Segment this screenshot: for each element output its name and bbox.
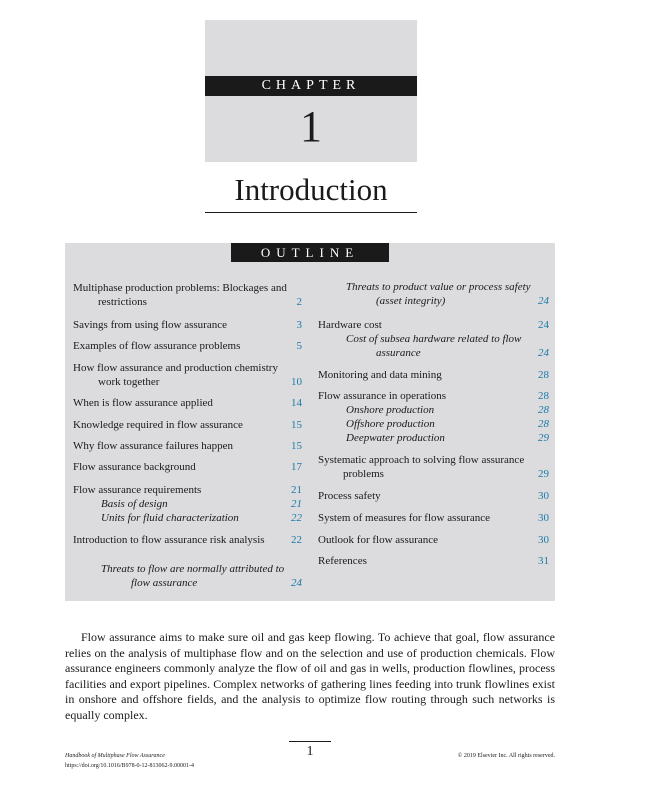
- outline-entry[interactable]: [318, 533, 549, 547]
- intro-paragraph-block: [65, 630, 555, 723]
- outline-entry-text: References: [318, 555, 367, 567]
- chapter-header-box: [205, 20, 417, 162]
- outline-entry-page: 29: [538, 468, 549, 480]
- outline-subentry-text: Deepwater production: [346, 432, 445, 444]
- outline-entry-page: 3: [296, 319, 302, 331]
- outline-entry-page: 30: [538, 512, 549, 524]
- outline-entry-text: Hardware cost: [318, 319, 382, 331]
- outline-entry-text: How flow assurance and production chemistry work together: [73, 362, 278, 388]
- outline-subentry[interactable]: [73, 497, 302, 511]
- outline-entry-text: Flow assurance in operations: [318, 390, 446, 402]
- outline-subentry[interactable]: [318, 280, 549, 308]
- outline-subentry-page: 24: [291, 577, 302, 589]
- outline-entry[interactable]: [73, 439, 302, 453]
- outline-entry-page: 28: [538, 369, 549, 381]
- outline-entry-text: When is flow assurance applied: [73, 397, 213, 409]
- outline-entry-text: Savings from using flow assurance: [73, 319, 227, 331]
- outline-subentry[interactable]: [318, 403, 549, 417]
- outline-entry-text: Process safety: [318, 490, 381, 502]
- outline-subentry-text: Threats to product value or process safety (asset integrity): [346, 281, 531, 307]
- chapter-title: Introduction: [234, 172, 388, 207]
- outline-subentry-page: 28: [538, 418, 549, 430]
- outline-entry-page: 30: [538, 490, 549, 502]
- outline-entry-page: 14: [291, 397, 302, 409]
- outline-subentry[interactable]: [318, 332, 549, 360]
- outline-entry[interactable]: [73, 533, 302, 547]
- outline-entry-text: System of measures for flow assurance: [318, 512, 490, 524]
- outline-entry[interactable]: [73, 361, 302, 389]
- outline-entry-page: 22: [291, 534, 302, 546]
- outline-subentry[interactable]: [318, 417, 549, 431]
- outline-subentry[interactable]: [73, 511, 302, 525]
- outline-entry-text: Flow assurance background: [73, 461, 196, 473]
- outline-subentry-text: Basis of design: [101, 498, 168, 510]
- outline-subentry-page: 28: [538, 404, 549, 416]
- outline-box: [65, 243, 555, 601]
- outline-entry-page: 28: [538, 390, 549, 402]
- page-number-rule: [289, 741, 331, 742]
- outline-entry[interactable]: [318, 318, 549, 332]
- outline-entry[interactable]: [318, 511, 549, 525]
- outline-subentry[interactable]: [318, 431, 549, 445]
- title-divider: [205, 212, 417, 213]
- outline-entry-text: Examples of flow assurance problems: [73, 340, 241, 352]
- outline-entry-text: Flow assurance requirements: [73, 484, 202, 496]
- outline-entry-page: 15: [291, 419, 302, 431]
- outline-entry[interactable]: [73, 339, 302, 353]
- outline-entry[interactable]: [318, 368, 549, 382]
- outline-subentry-page: 21: [291, 498, 302, 510]
- outline-subentry-text: Units for fluid characterization: [101, 512, 239, 524]
- outline-entry[interactable]: [73, 396, 302, 410]
- outline-entry-page: 5: [296, 340, 302, 352]
- outline-subentry-page: 24: [538, 347, 549, 359]
- footer-doi-link[interactable]: https://doi.org/10.1016/B978-0-12-813062-9.00001-4: [65, 763, 195, 769]
- outline-entry-page: 24: [538, 319, 549, 331]
- outline-entry-text: Systematic approach to solving flow assurance problems: [318, 454, 525, 480]
- outline-subentry-text: Onshore production: [346, 404, 435, 416]
- outline-entry[interactable]: [73, 460, 302, 474]
- outline-entry-page: 17: [291, 461, 302, 473]
- outline-entry-text: Introduction to flow assurance risk analysis: [73, 534, 265, 546]
- outline-entry[interactable]: [318, 389, 549, 403]
- chapter-label: CHAPTER: [205, 76, 417, 96]
- outline-entry-page: 15: [291, 440, 302, 452]
- outline-entry-page: 30: [538, 534, 549, 546]
- outline-entry-page: 21: [291, 484, 302, 496]
- outline-entry[interactable]: [318, 489, 549, 503]
- page-number: 1: [306, 744, 314, 759]
- outline-subentry-text: Offshore production: [346, 418, 435, 430]
- intro-paragraph: Flow assurance aims to make sure oil and gas keep flowing. To achieve that goal, flow assurance relies on the analysis of multiphase flow and on the selection and use of production chemicals. Flow assurance engineers commonly analyze the flow of oil and gas in wells, production flowlines, process facilities and export pipelines. Complex networks of gathering lines feeding into trunk flowlines exist in onshore and offshore fields, and the analysis to optimize flow routing through such networks is equally complex.: [65, 630, 555, 722]
- footer-copyright: © 2019 Elsevier Inc. All rights reserved.: [457, 753, 555, 759]
- outline-entry[interactable]: [318, 554, 549, 568]
- outline-entry[interactable]: [318, 453, 549, 481]
- outline-subentry-page: 22: [291, 512, 302, 524]
- outline-subentry-page: 24: [538, 295, 549, 307]
- outline-subentry[interactable]: [73, 562, 302, 590]
- outline-entry[interactable]: [73, 483, 302, 497]
- chapter-number: 1: [300, 102, 322, 151]
- outline-entry[interactable]: [73, 281, 302, 309]
- outline-entry-text: Multiphase production problems: Blockages and restrictions: [73, 282, 287, 308]
- outline-entry-text: Monitoring and data mining: [318, 369, 442, 381]
- outline-entry[interactable]: [73, 318, 302, 332]
- outline-label: OUTLINE: [231, 243, 389, 262]
- outline-subentry-text: Threats to flow are normally attributed to flow assurance: [101, 563, 285, 589]
- outline-subentry-page: 29: [538, 432, 549, 444]
- footer-citation: [65, 751, 194, 771]
- outline-entry-page: 10: [291, 376, 302, 388]
- footer-book-title: Handbook of Multiphase Flow Assurance: [65, 753, 165, 759]
- outline-entry-text: Knowledge required in flow assurance: [73, 419, 243, 431]
- outline-entry-page: 2: [296, 296, 302, 308]
- outline-subentry-text: Cost of subsea hardware related to flow assurance: [346, 333, 522, 359]
- outline-entry[interactable]: [73, 418, 302, 432]
- outline-entry-page: 31: [538, 555, 549, 567]
- outline-entry-text: Why flow assurance failures happen: [73, 440, 234, 452]
- outline-entry-text: Outlook for flow assurance: [318, 534, 439, 546]
